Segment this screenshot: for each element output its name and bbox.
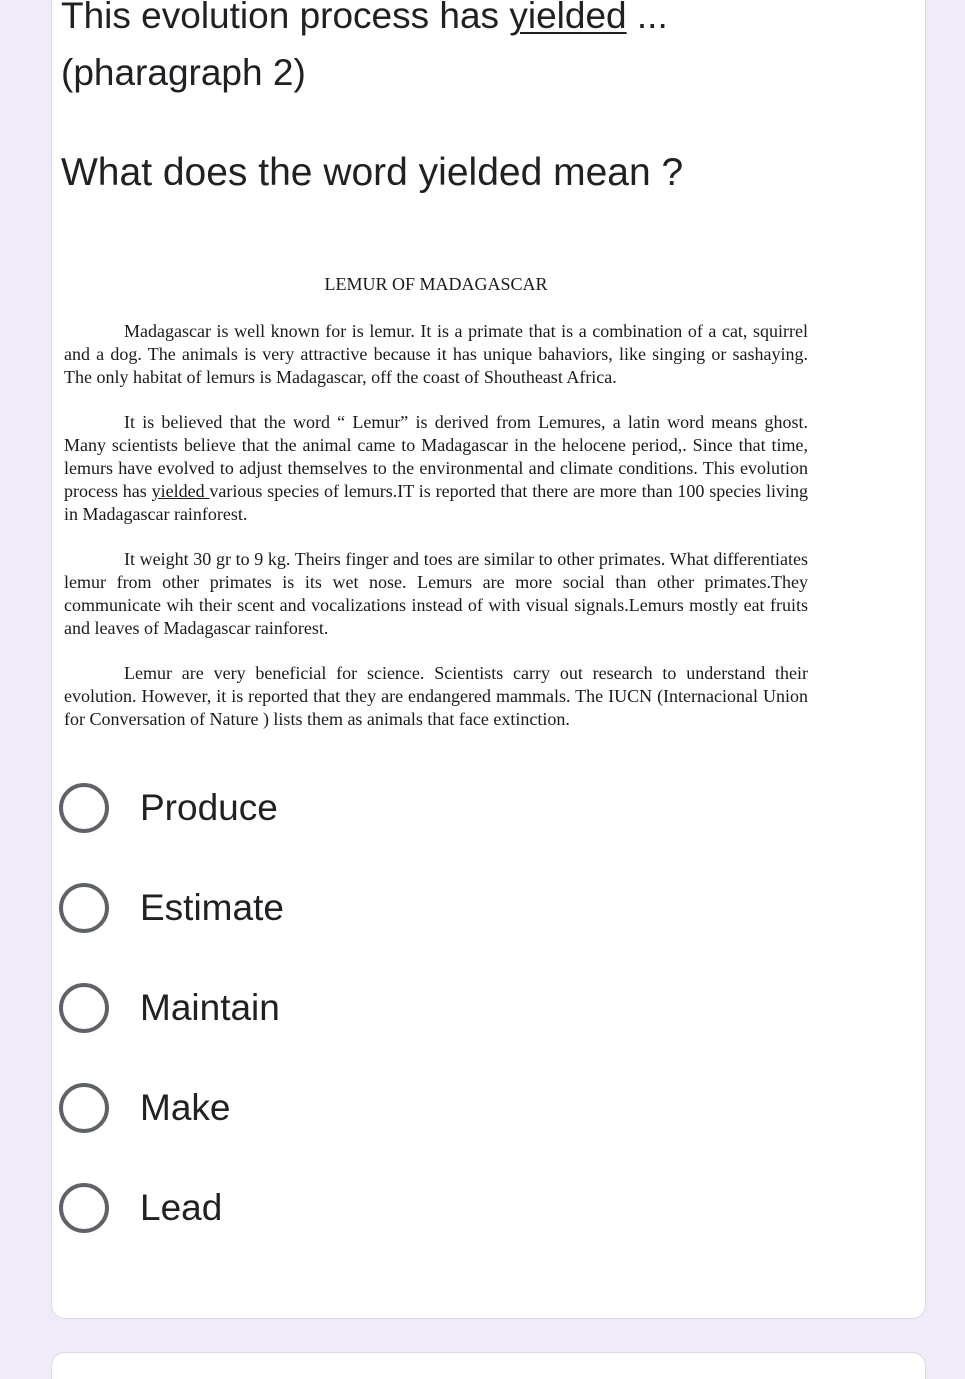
next-question-card bbox=[51, 1352, 926, 1379]
passage-title: LEMUR OF MADAGASCAR bbox=[324, 274, 548, 294]
quote-underlined-word: yielded bbox=[509, 0, 627, 36]
passage-paragraph-1: Madagascar is well known for is lemur. It is a primate that is a combination of a cat, squirrel and a dog. The animals is very attractive because it has unique bahaviors, like singing or sashaying. The only habitat of lemurs is Madagascar, off the coast of Shoutheast Africa. bbox=[64, 321, 808, 387]
p2-underlined-word: yielded bbox=[151, 481, 210, 501]
option-maintain[interactable] bbox=[59, 983, 284, 1033]
option-lead[interactable] bbox=[59, 1183, 284, 1233]
radio-button[interactable] bbox=[59, 783, 109, 833]
quote-prefix: This evolution process has bbox=[61, 0, 510, 36]
answer-options bbox=[59, 783, 284, 1283]
option-label: Maintain bbox=[140, 987, 280, 1028]
option-label: Estimate bbox=[140, 887, 284, 928]
p2-before: It is believed that the word “ Lemur” is derived from Lemures, a latin word means ghost. Many scientists believe that the animal came to Madagascar in the helocene period,. Since that time, lemurs have evolved to adjust themselves to the environmental and climate conditions. This evolution process has bbox=[64, 412, 808, 501]
passage-paragraph-3: It weight 30 gr to 9 kg. Theirs finger and toes are similar to other primates. What differentiates lemur from other primates is its wet nose. Lemurs are more social than other primates.They communicate wih their scent and vocalizations instead of with visual signals.Lemurs mostly eat fruits and leaves of Madagascar rainforest. bbox=[64, 549, 808, 638]
radio-button[interactable] bbox=[59, 983, 109, 1033]
quote-suffix: ... bbox=[626, 0, 668, 36]
p2-after: various species of lemurs.IT is reported that there are more than 100 species living in Madagascar rainforest. bbox=[64, 481, 808, 524]
passage-image bbox=[64, 273, 808, 731]
option-label: Make bbox=[140, 1087, 231, 1128]
option-estimate[interactable] bbox=[59, 883, 284, 933]
question-quote-line bbox=[61, 0, 668, 34]
radio-button[interactable] bbox=[59, 1183, 109, 1233]
option-produce[interactable] bbox=[59, 783, 284, 833]
option-make[interactable] bbox=[59, 1083, 284, 1133]
option-label: Produce bbox=[140, 787, 278, 828]
passage-paragraph-2 bbox=[64, 411, 808, 526]
question-paragraph-ref: (pharagraph 2) bbox=[61, 52, 306, 93]
option-label: Lead bbox=[140, 1187, 223, 1228]
radio-button[interactable] bbox=[59, 1083, 109, 1133]
passage-paragraph-4: Lemur are very beneficial for science. Scientists carry out research to understand their evolution. However, it is reported that they are endangered mammals. The IUCN (Internacional Union for Conversation of Nature ) lists them as animals that face extinction. bbox=[64, 663, 808, 729]
question-prompt: What does the word yielded mean ? bbox=[61, 151, 684, 194]
radio-button[interactable] bbox=[59, 883, 109, 933]
